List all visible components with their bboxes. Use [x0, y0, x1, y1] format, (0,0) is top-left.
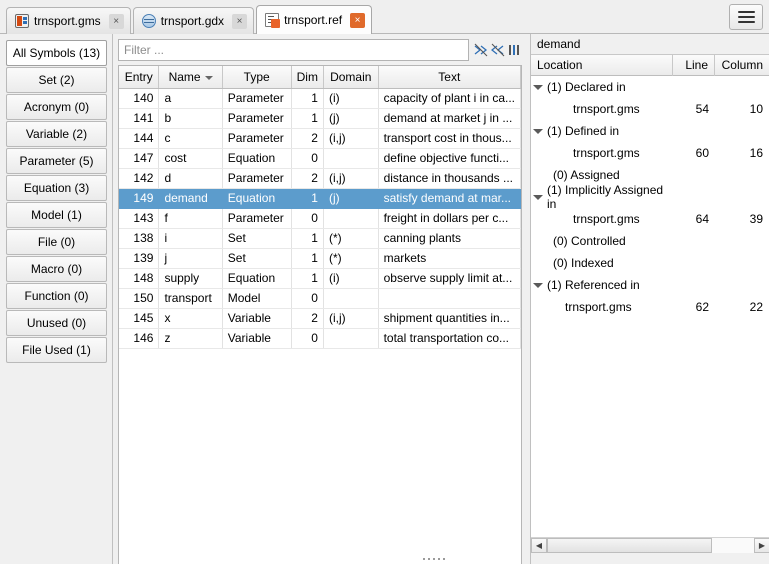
sidebar-item-label: Unused (0)	[26, 316, 87, 330]
cell-text: markets	[378, 248, 520, 268]
sidebar-item-set[interactable]	[6, 67, 107, 93]
table-row[interactable]	[119, 288, 521, 308]
sidebar-item-function[interactable]	[6, 283, 107, 309]
hamburger-line	[738, 16, 755, 18]
cell-dim: 1	[291, 108, 323, 128]
column-header-dim[interactable]: Dim	[291, 66, 323, 88]
cell-text: transport cost in thous...	[378, 128, 520, 148]
table-row[interactable]	[119, 108, 521, 128]
cell-type: Parameter	[222, 208, 291, 228]
cell-dim: 2	[291, 308, 323, 328]
tree-item-label-wrap	[531, 278, 673, 292]
cell-text: distance in thousands ...	[378, 168, 520, 188]
scroll-left-arrow-icon[interactable]: ◀	[531, 538, 547, 553]
cell-type: Set	[222, 248, 291, 268]
tree-item-defined-in[interactable]	[531, 120, 769, 142]
collapse-all-icon[interactable]	[474, 43, 488, 57]
cell-dim: 0	[291, 288, 323, 308]
scrollbar-track[interactable]	[547, 538, 754, 553]
sidebar-item-label: Function (0)	[24, 289, 89, 303]
cell-type: Parameter	[222, 108, 291, 128]
cell-domain: (*)	[323, 248, 378, 268]
tree-item-file[interactable]	[531, 98, 769, 120]
cell-type: Parameter	[222, 88, 291, 108]
cell-name: cost	[159, 148, 222, 168]
cell-dim: 2	[291, 128, 323, 148]
cell-domain	[323, 288, 378, 308]
column-settings-icon[interactable]	[508, 43, 522, 57]
reference-panel	[530, 34, 769, 564]
cell-entry: 140	[119, 88, 159, 108]
table-row-selected[interactable]	[119, 188, 521, 208]
scroll-right-arrow-icon[interactable]: ▶	[754, 538, 769, 553]
sidebar-item-label: All Symbols (13)	[12, 46, 101, 60]
cell-name: d	[159, 168, 222, 188]
tree-item-controlled[interactable]	[531, 230, 769, 252]
tree-item-line: 62	[695, 300, 709, 314]
sidebar-item-label: File (0)	[37, 235, 76, 249]
cell-name: a	[159, 88, 222, 108]
splitter-dot	[443, 558, 445, 560]
cell-dim: 2	[291, 168, 323, 188]
cell-entry: 148	[119, 268, 159, 288]
tree-item-column: 22	[749, 300, 763, 314]
column-header-location[interactable]: Location	[531, 54, 673, 76]
cell-name: i	[159, 228, 222, 248]
cell-domain: (j)	[323, 108, 378, 128]
filter-tools	[474, 43, 522, 57]
tab-close-icon[interactable]: ×	[232, 14, 247, 29]
cell-text: define objective functi...	[378, 148, 520, 168]
hamburger-line	[738, 11, 755, 13]
tree-item-file[interactable]	[531, 208, 769, 230]
tree-item-label-wrap	[531, 124, 673, 138]
tree-item-file[interactable]	[531, 142, 769, 164]
symbol-list-panel	[114, 34, 529, 564]
tree-item-column: 39	[749, 212, 763, 226]
splitter-handle[interactable]	[414, 556, 454, 562]
cell-type: Model	[222, 288, 291, 308]
cell-dim: 1	[291, 88, 323, 108]
sidebar-item-all-symbols[interactable]	[6, 40, 107, 66]
cell-name: c	[159, 128, 222, 148]
sort-descending-icon	[205, 76, 213, 80]
tree-item-referenced-in[interactable]	[531, 274, 769, 296]
cell-entry: 142	[119, 168, 159, 188]
cell-text: demand at market j in ...	[378, 108, 520, 128]
cell-domain: (j)	[323, 188, 378, 208]
cell-domain	[323, 148, 378, 168]
cell-dim: 0	[291, 208, 323, 228]
tree-item-label-wrap	[531, 102, 673, 116]
tree-item-file[interactable]	[531, 296, 769, 318]
sidebar-item-label: Set (2)	[38, 73, 75, 87]
table-row[interactable]	[119, 208, 521, 228]
tree-item-label: (0) Indexed	[553, 256, 614, 270]
cell-domain	[323, 328, 378, 348]
tree-item-label-wrap	[531, 183, 673, 211]
cell-type: Equation	[222, 268, 291, 288]
sidebar-item-parameter[interactable]	[6, 148, 107, 174]
table-row[interactable]	[119, 88, 521, 108]
table-row[interactable]	[119, 308, 521, 328]
cell-name: supply	[159, 268, 222, 288]
cell-entry: 141	[119, 108, 159, 128]
sidebar-item-acronym[interactable]	[6, 94, 107, 120]
tree-item-label: trnsport.gms	[573, 146, 640, 160]
tree-item-line: 60	[695, 146, 709, 160]
cell-domain: (i,j)	[323, 128, 378, 148]
cell-domain: (i)	[323, 88, 378, 108]
cell-entry: 144	[119, 128, 159, 148]
cell-dim: 1	[291, 228, 323, 248]
column-header-entry[interactable]: Entry	[119, 66, 159, 88]
tree-item-label: trnsport.gms	[565, 300, 632, 314]
main-menu-button[interactable]	[729, 4, 763, 30]
column-header-label: Name	[168, 69, 201, 84]
column-header-type[interactable]: Type	[222, 66, 291, 88]
tree-item-label: (1) Referenced in	[547, 278, 640, 292]
cell-dim: 1	[291, 268, 323, 288]
tree-item-label-wrap	[531, 212, 673, 226]
cell-dim: 0	[291, 328, 323, 348]
tree-item-line: 54	[695, 102, 709, 116]
cell-text: capacity of plant i in ca...	[378, 88, 520, 108]
cell-dim: 0	[291, 148, 323, 168]
tree-item-label: (1) Defined in	[547, 124, 620, 138]
sidebar-item-label: Macro (0)	[30, 262, 83, 276]
cell-type: Set	[222, 228, 291, 248]
cell-entry: 146	[119, 328, 159, 348]
tree-item-line: 64	[695, 212, 709, 226]
tree-item-label: (0) Assigned	[553, 168, 620, 182]
chevron-down-icon[interactable]	[531, 80, 545, 94]
tree-item-column: 10	[749, 102, 763, 116]
tab-bar	[0, 0, 769, 34]
scrollbar-thumb[interactable]	[547, 538, 712, 553]
tree-item-label-wrap	[531, 300, 673, 314]
cell-type: Equation	[222, 148, 291, 168]
cell-domain: (*)	[323, 228, 378, 248]
sidebar-item-file[interactable]	[6, 229, 107, 255]
cell-entry: 143	[119, 208, 159, 228]
table-header-row	[119, 66, 521, 88]
reference-symbol-name: demand	[537, 37, 581, 51]
splitter-dot	[423, 558, 425, 560]
cell-dim: 1	[291, 248, 323, 268]
search-input[interactable]	[118, 39, 469, 61]
tab-trnsport-ref[interactable]	[256, 5, 372, 34]
hamburger-line	[738, 21, 755, 23]
column-header-column[interactable]: Column	[721, 58, 763, 72]
cell-type: Equation	[222, 188, 291, 208]
sidebar-item-equation[interactable]	[6, 175, 107, 201]
tree-item-indexed[interactable]	[531, 252, 769, 274]
tree-item-declared-in[interactable]	[531, 76, 769, 98]
cell-text: total transportation co...	[378, 328, 520, 348]
sidebar-item-label: Variable (2)	[25, 127, 88, 141]
sidebar-item-label: Equation (3)	[23, 181, 90, 195]
tree-item-label: (1) Implicitly Assigned in	[547, 183, 664, 211]
cell-entry: 145	[119, 308, 159, 328]
cell-entry: 138	[119, 228, 159, 248]
cell-text	[378, 288, 520, 308]
sidebar-item-model[interactable]	[6, 202, 107, 228]
tree-item-label: (0) Controlled	[553, 234, 626, 248]
cell-text: canning plants	[378, 228, 520, 248]
column-header-domain[interactable]: Domain	[323, 66, 378, 88]
tree-item-label: (1) Declared in	[547, 80, 626, 94]
cell-name: f	[159, 208, 222, 228]
cell-name: demand	[159, 188, 222, 208]
sidebar-item-label: Model (1)	[31, 208, 82, 222]
horizontal-scrollbar[interactable]	[531, 537, 769, 553]
cell-name: z	[159, 328, 222, 348]
cell-dim: 1	[291, 188, 323, 208]
symbol-type-filter-panel	[0, 34, 113, 564]
tree-item-label-wrap	[531, 146, 673, 160]
cell-domain: (i)	[323, 268, 378, 288]
symbol-table	[119, 66, 521, 349]
table-row[interactable]	[119, 248, 521, 268]
tab-close-icon[interactable]: ×	[350, 13, 365, 28]
tree-item-label-wrap	[531, 234, 673, 248]
cell-entry: 147	[119, 148, 159, 168]
splitter-dot	[438, 558, 440, 560]
tab-close-icon[interactable]: ×	[109, 14, 124, 29]
tab-trnsport-gms[interactable]	[6, 7, 131, 34]
reference-tree-header	[531, 54, 769, 76]
cell-domain: (i,j)	[323, 308, 378, 328]
sidebar-item-variable[interactable]	[6, 121, 107, 147]
chevron-down-icon[interactable]	[531, 278, 545, 292]
table-row[interactable]	[119, 128, 521, 148]
tree-item-label-wrap	[531, 80, 673, 94]
cell-type: Variable	[222, 308, 291, 328]
sidebar-item-label: File Used (1)	[22, 343, 91, 357]
cell-domain	[323, 208, 378, 228]
tab-trnsport-gdx[interactable]	[133, 7, 254, 34]
tree-item-column: 16	[749, 146, 763, 160]
chevron-down-icon[interactable]	[531, 124, 545, 138]
cell-text: satisfy demand at mar...	[378, 188, 520, 208]
tree-item-label-wrap	[531, 168, 673, 182]
cell-text: shipment quantities in...	[378, 308, 520, 328]
cell-type: Parameter	[222, 168, 291, 188]
cell-entry: 149	[119, 188, 159, 208]
table-row[interactable]	[119, 268, 521, 288]
cell-name: b	[159, 108, 222, 128]
symbol-table-container[interactable]	[118, 65, 522, 564]
ref-file-icon	[265, 13, 279, 27]
chevron-down-icon[interactable]	[531, 190, 545, 204]
tab-label: trnsport.ref	[284, 13, 343, 27]
cell-text: freight in dollars per c...	[378, 208, 520, 228]
column-header-line[interactable]: Line	[673, 54, 715, 76]
column-header-text[interactable]: Text	[378, 66, 520, 88]
splitter-dot	[433, 558, 435, 560]
table-row[interactable]	[119, 168, 521, 188]
tree-item-label: trnsport.gms	[573, 102, 640, 116]
table-row[interactable]	[119, 148, 521, 168]
tree-item-implicitly-assigned-in[interactable]	[531, 183, 769, 211]
cell-text: observe supply limit at...	[378, 268, 520, 288]
tab-label: trnsport.gms	[34, 14, 101, 28]
gdx-file-icon	[142, 14, 156, 28]
sidebar-item-unused[interactable]	[6, 310, 107, 336]
filter-row	[118, 39, 522, 61]
column-header-name[interactable]	[159, 66, 222, 88]
sidebar-item-label: Parameter (5)	[19, 154, 94, 168]
expand-all-icon[interactable]	[491, 43, 505, 57]
sidebar-item-label: Acronym (0)	[23, 100, 90, 114]
cell-entry: 139	[119, 248, 159, 268]
cell-name: transport	[159, 288, 222, 308]
cell-name: j	[159, 248, 222, 268]
table-row[interactable]	[119, 328, 521, 348]
cell-name: x	[159, 308, 222, 328]
gams-file-icon	[15, 14, 29, 28]
reference-tree[interactable]	[531, 76, 769, 553]
tree-item-label-wrap	[531, 256, 673, 270]
cell-entry: 150	[119, 288, 159, 308]
tab-label: trnsport.gdx	[160, 14, 225, 28]
table-row[interactable]	[119, 228, 521, 248]
splitter-dot	[428, 558, 430, 560]
cell-domain: (i,j)	[323, 168, 378, 188]
cell-type: Parameter	[222, 128, 291, 148]
sidebar-item-file-used[interactable]	[6, 337, 107, 363]
tree-item-label: trnsport.gms	[573, 212, 640, 226]
sidebar-item-macro[interactable]	[6, 256, 107, 282]
cell-type: Variable	[222, 328, 291, 348]
